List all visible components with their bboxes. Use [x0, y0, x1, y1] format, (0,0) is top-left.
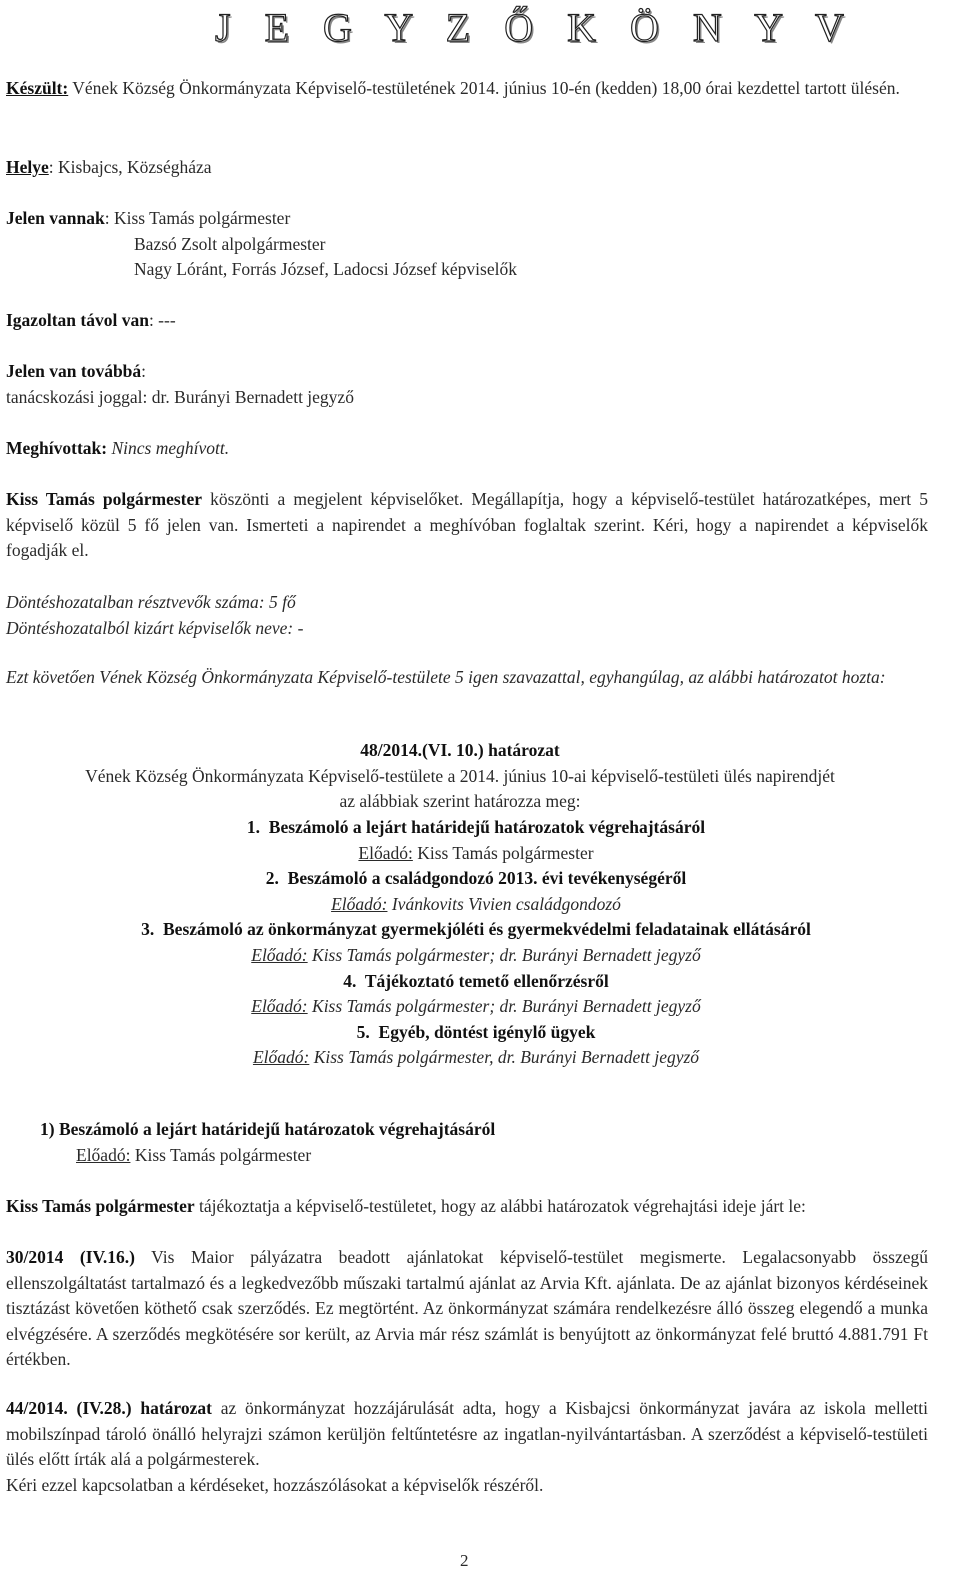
agenda-item-3-presenter: [0, 943, 956, 969]
agenda-item-3-title: [0, 917, 956, 943]
keszult-text: Vének Község Önkormányzata Képviselő-testületének 2014. június 10-én (kedden) 18,00 órai kezdettel tartott ülésén.: [72, 78, 900, 98]
agenda-item-4-num: 4.: [343, 970, 357, 991]
agenda-item-1-text: Beszámoló a lejárt határidejű határozatok végrehajtásáról: [268, 817, 706, 837]
jelen-van-tovabba-block: [6, 359, 928, 410]
agenda-item-2-num: 2.: [265, 868, 279, 889]
para-44-2014: [6, 1396, 928, 1473]
agenda-item-4-eload-label: Előadó:: [251, 996, 308, 1017]
intro-bold: Kiss Tamás polgármester: [6, 489, 203, 509]
agenda-item-1-presenter: [0, 841, 956, 867]
jelen-van-tovabba-colon: :: [141, 361, 147, 381]
dontes-block: [6, 590, 928, 641]
agenda-item-1-title: [0, 815, 956, 841]
agenda-item-1-eload-label: Előadó:: [358, 842, 413, 863]
agenda-item-3-eload-label: Előadó:: [251, 944, 308, 965]
para2-bold: 30/2014 (IV.16.): [6, 1247, 135, 1267]
agenda-item-3-text: Beszámoló az önkormányzat gyermekjóléti és gyermekvédelmi feladatainak ellátásáról: [163, 919, 811, 940]
ezt-kovetoen-paragraph: Ezt követően Vének Község Önkormányzata Képviselő-testülete 5 igen szavazattal, egyhangúlag, az alábbi határozatot hozta:: [6, 667, 886, 687]
agenda-item-5-presenter: [0, 1045, 956, 1071]
para-keri: Kéri ezzel kapcsolatban a kérdéseket, hozzászólásokat a képviselők részéről.: [6, 1475, 544, 1495]
dontes-line1: Döntéshozatalban résztvevők száma: 5 fő: [6, 592, 296, 612]
tanacskozasi-line: tanácskozási joggal: dr. Burányi Bernadett jegyző: [6, 386, 354, 407]
meghivottak-line: [6, 436, 928, 462]
agenda-item-2-title: [0, 866, 956, 892]
jelen-vannak-line2: Bazsó Zsolt alpolgármester: [134, 233, 326, 254]
jelen-vannak-line1: : Kiss Tamás polgármester: [104, 208, 291, 228]
helye-label: Helye: [6, 157, 49, 177]
agenda-item-4-text: Tájékoztató temető ellenőrzésről: [364, 970, 609, 991]
igazoltan-line: [6, 308, 928, 334]
agenda-item-4-presenter: [0, 994, 956, 1020]
agenda-item-5-text: Egyéb, döntést igénylő ügyek: [378, 1021, 596, 1042]
igazoltan-label: Igazoltan távol van: [6, 310, 149, 330]
jelen-vannak-line3: Nagy Lóránt, Forrás József, Ladocsi József képviselők: [134, 259, 517, 280]
section-1-eload-label: Előadó:: [76, 1144, 131, 1165]
agenda-item-2-presenter: [0, 892, 956, 918]
hatarozat-48-line2: az alábbiak szerint határozza meg:: [339, 791, 581, 812]
agenda-item-2-text: Beszámoló a családgondozó 2013. évi tevékenységéről: [287, 868, 687, 889]
keszult-label: Készült:: [6, 78, 69, 98]
agenda-item-1-num: 1.: [246, 817, 261, 837]
document-title: J E G Y Z Ő K Ö N Y V: [215, 5, 856, 50]
section-1-presenter: [40, 1143, 928, 1169]
meghivottak-label: Meghívottak:: [6, 438, 108, 458]
helye-text: : Kisbajcs, Községháza: [48, 157, 212, 177]
keszult-paragraph: [6, 76, 928, 102]
agenda-item-4-title: [0, 969, 956, 995]
igazoltan-text: : ---: [148, 310, 176, 330]
page-number: 2: [460, 1551, 469, 1570]
dontes-line2: Döntéshozatalból kizárt képviselők neve: -: [6, 617, 304, 638]
agenda-item-2-eload: Ivánkovits Vivien családgondozó: [387, 893, 621, 914]
hatarozat-48-line1: Vének Község Önkormányzata Képviselő-testülete a 2014. június 10-ai képviselő-testületi ülés napirendjét: [85, 765, 835, 786]
section-1-eload: Kiss Tamás polgármester: [130, 1144, 312, 1165]
section-1-heading: 1) Beszámoló a lejárt határidejű határozatok végrehajtásáról: [40, 1119, 496, 1139]
hatarozat-48-number: 48/2014.(VI. 10.) határozat: [360, 740, 560, 760]
para1-bold: Kiss Tamás polgármester: [6, 1196, 195, 1216]
para3-text: az önkormányzat hozzájárulását adta, hogy a Kisbajcsi önkormányzat javára az iskola melletti mobilszínpad tároló önálló helyrajzi számon kerüljön feltűntetésre az ingatlan-nyilvántartásban. A szerződést a képviselő-testületi ülés előtt írták alá a polgármesterek.: [6, 1398, 928, 1470]
intro-text: köszönti a megjelent képviselőket. Megállapítja, hogy a képviselő-testület határozatképes, mert 5 képviselő közül 5 fő jelen van. Ismerteti a napirendet a meghívóban foglaltak szerint. Kéri, hogy a napirendet a képviselők fogadják el.: [6, 489, 928, 561]
agenda-item-4-eload: Kiss Tamás polgármester; dr. Burányi Bernadett jegyző: [307, 996, 701, 1017]
agenda-item-5-title: [0, 1020, 956, 1046]
para1-text: tájékoztatja a képviselő-testületet, hogy az alábbi határozatok végrehajtási ideje járt le:: [194, 1196, 806, 1216]
agenda-item-1-eload: Kiss Tamás polgármester: [412, 842, 594, 863]
agenda-item-5-num: 5.: [356, 1021, 370, 1042]
agenda-item-2-eload-label: Előadó:: [331, 893, 388, 914]
intro-paragraph: [6, 487, 928, 564]
hatarozat-48-block: [6, 738, 914, 815]
jelen-vannak-label: Jelen vannak: [6, 208, 105, 228]
jelen-vannak-block: [6, 206, 928, 283]
agenda-item-5-eload-label: Előadó:: [252, 1047, 310, 1068]
para3-bold: 44/2014. (IV.28.) határozat: [6, 1398, 212, 1418]
section-1: [40, 1117, 928, 1168]
agenda-item-3-eload: Kiss Tamás polgármester; dr. Burányi Bernadett jegyző: [307, 944, 701, 965]
meghivottak-text: Nincs meghívott.: [111, 438, 230, 458]
agenda-list: [0, 815, 956, 1071]
jelen-van-tovabba-label: Jelen van továbbá: [6, 361, 142, 381]
agenda-item-5-eload: Kiss Tamás polgármester, dr. Burányi Bernadett jegyző: [309, 1047, 700, 1068]
agenda-item-3-num: 3.: [141, 919, 155, 940]
para-tajekoztatja: [6, 1194, 928, 1220]
helye-line: [6, 155, 928, 181]
para2-text: Vis Maior pályázatra beadott ajánlatokat képviselő-testület megismerte. Legalacsonyabb összegű ellenszolgáltatást tartalmazó és a legkedvezőbb műszaki tartalmú ajánlat az Arvia Kft. ajánlata. De az ajánlat bizonyos kérdéseinek tisztázást követően köthető csak szerződés. Ez megtörtént. Az önkormányzat számára rendelkezésre álló összeg elegendő a munka elvégzésére. A szerződés megkötésére sor került, az Arvia már rész számlát is benyújtott az önkormányzat felé bruttó 4.881.791 Ft értékben.: [6, 1247, 929, 1370]
para-30-2014: [6, 1245, 928, 1373]
